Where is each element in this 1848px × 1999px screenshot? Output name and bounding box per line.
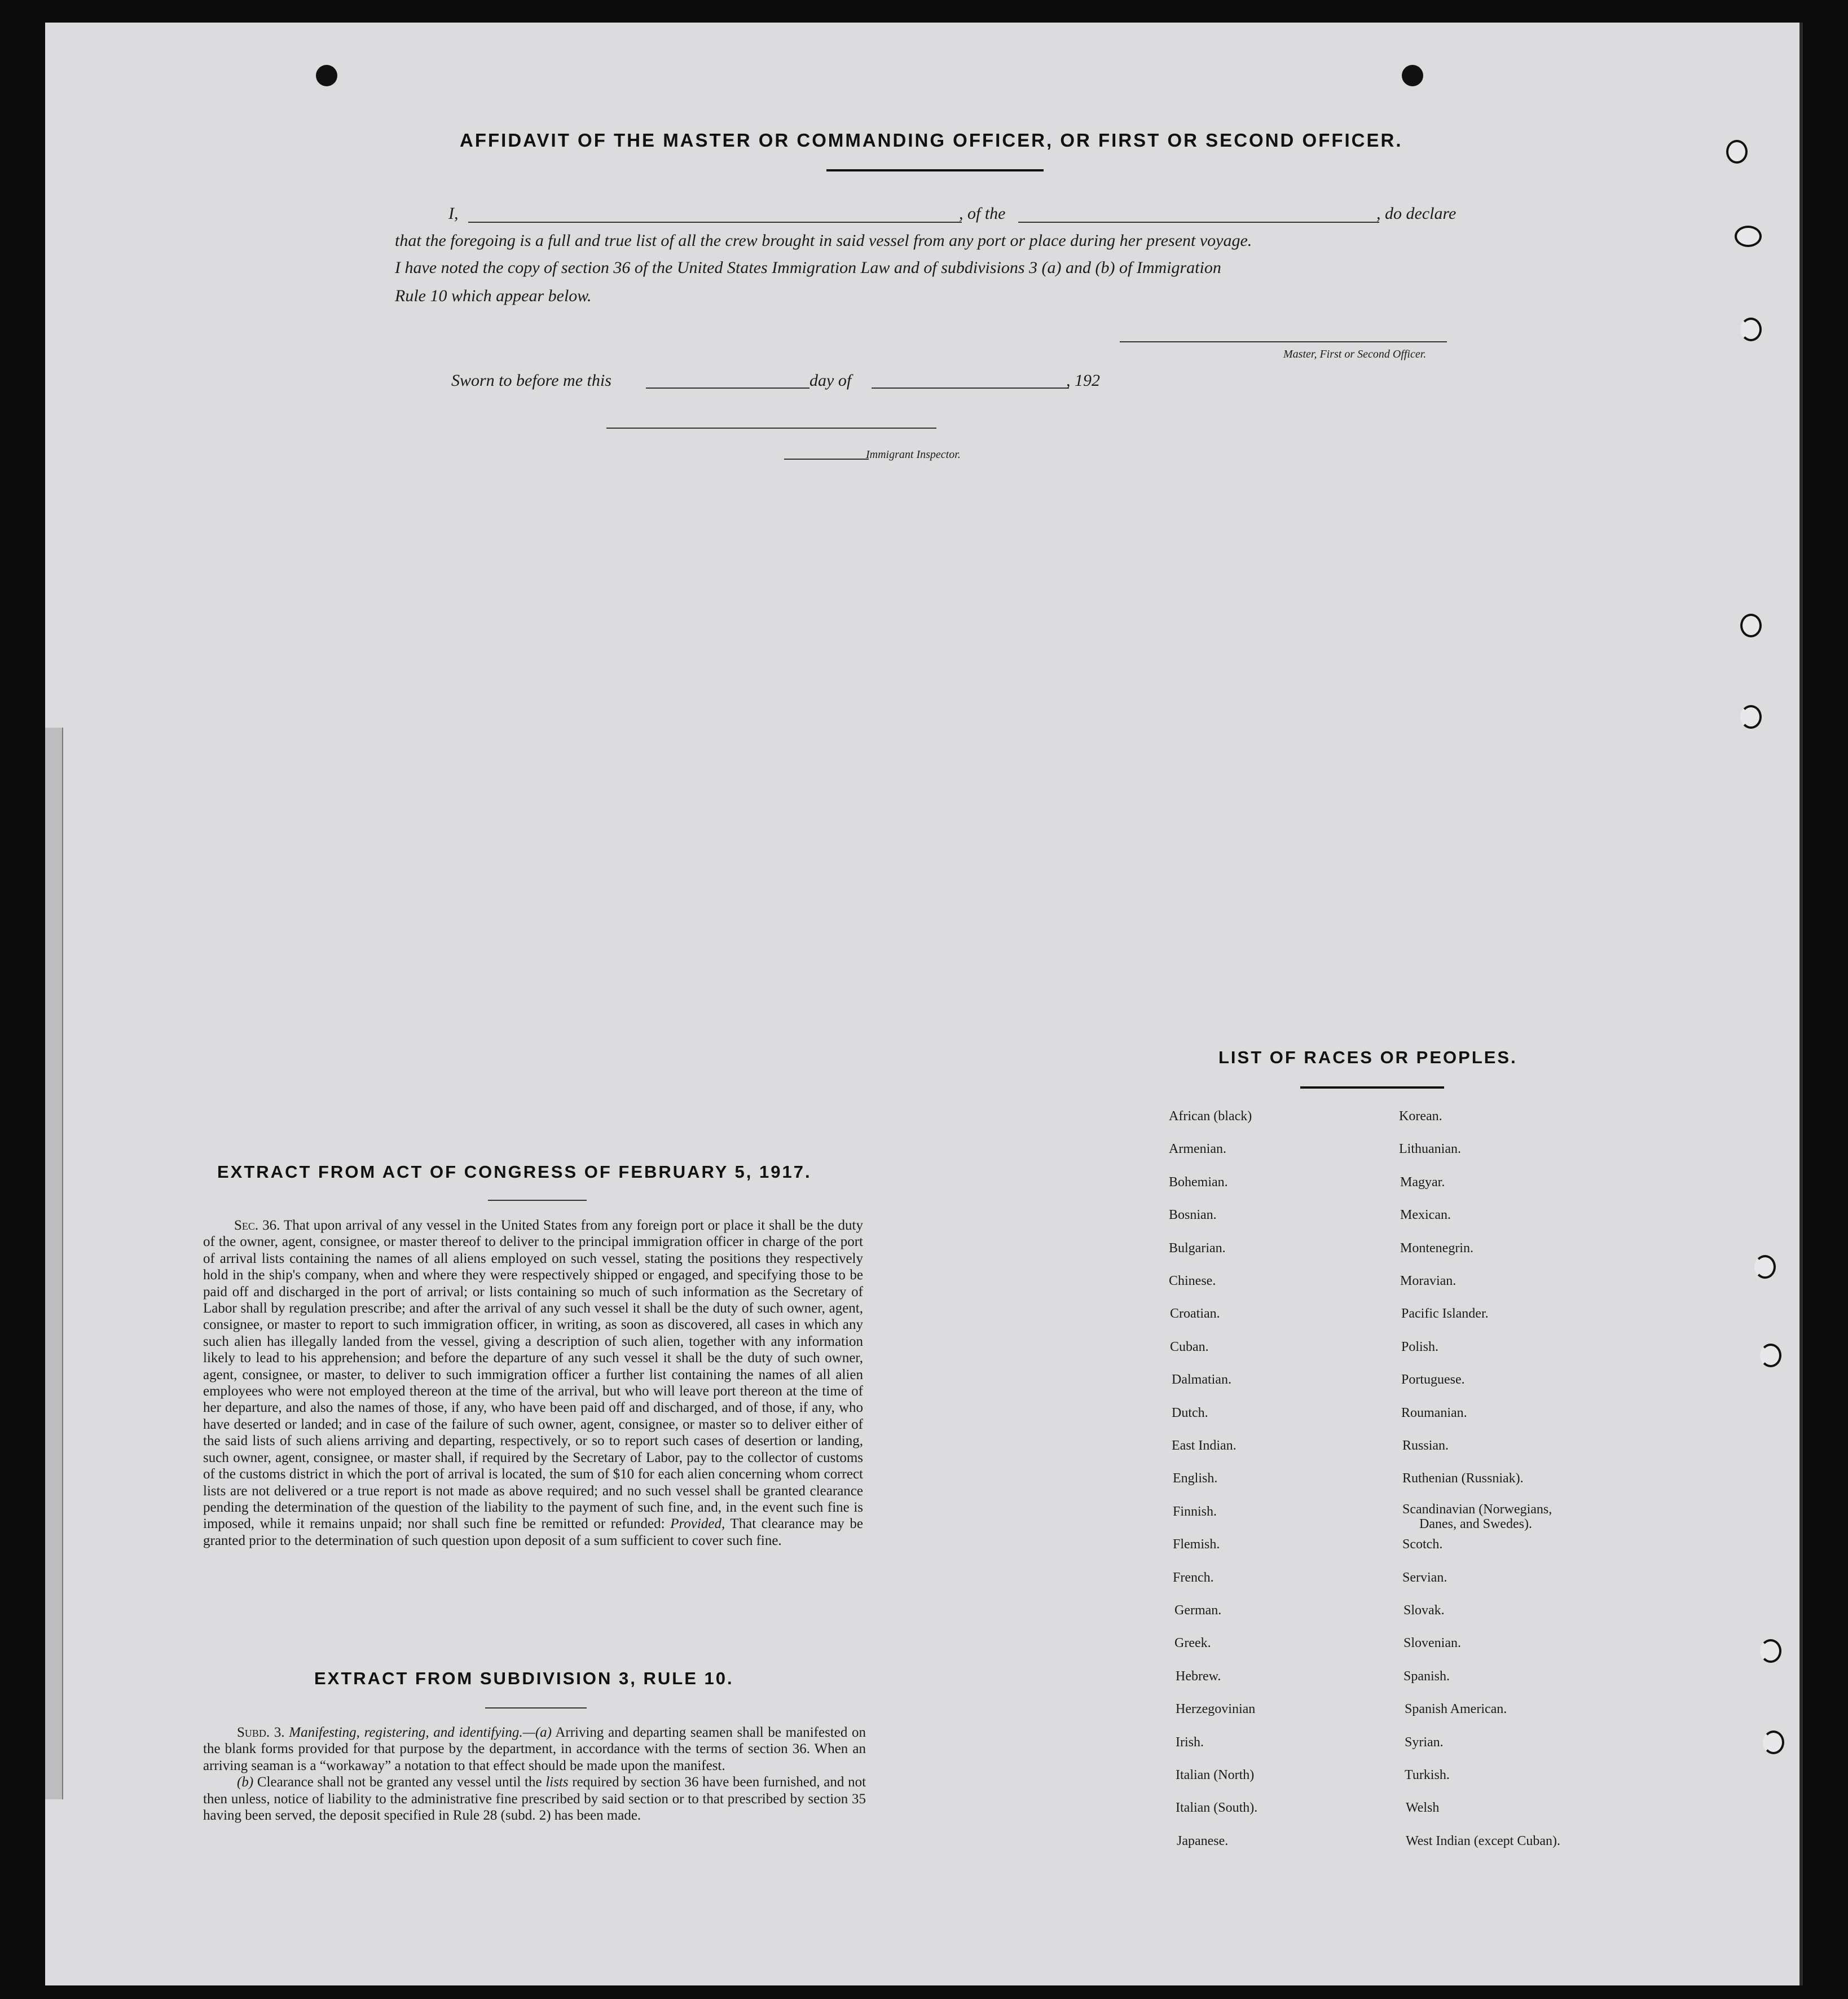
day-of-text: day of: [809, 371, 852, 390]
rule-extract-title: EXTRACT FROM SUBDIVISION 3, RULE 10.: [314, 1668, 734, 1688]
race-left-13: Flemish.: [1173, 1537, 1220, 1552]
act-title-rule: [488, 1200, 587, 1201]
race-right-10: Russian.: [1402, 1438, 1449, 1453]
subdivision-text: [203, 1724, 866, 1824]
race-left-19: Irish.: [1176, 1735, 1204, 1750]
sworn-text: Sworn to before me this: [451, 371, 611, 390]
race-right-12: Scandinavian (Norwegians, Danes, and Swedes).: [1402, 1502, 1552, 1531]
race-left-6: Croatian.: [1170, 1306, 1220, 1321]
race-right-21: Welsh: [1406, 1800, 1440, 1815]
punch-hole-left: [316, 65, 337, 86]
race-right-4: Montenegrin.: [1400, 1241, 1473, 1256]
section-36-text: [203, 1217, 863, 1549]
document-page: [45, 23, 1803, 1985]
subd-b-pre: Clearance shall not be granted any vessel until the: [257, 1775, 542, 1790]
race-left-12: Finnish.: [1173, 1504, 1217, 1519]
act-extract-title: EXTRACT FROM ACT OF CONGRESS OF FEBRUARY 5, 1917.: [217, 1162, 812, 1182]
race-left-9: Dutch.: [1172, 1406, 1208, 1420]
race-left-1: Armenian.: [1169, 1142, 1226, 1156]
race-left-0: African (black): [1169, 1109, 1252, 1124]
race-left-4: Bulgarian.: [1169, 1241, 1226, 1256]
race-left-5: Chinese.: [1169, 1274, 1216, 1288]
binder-ring: [1740, 318, 1762, 341]
declaration-i: I,: [448, 204, 459, 223]
binder-ring: [1726, 140, 1748, 164]
race-left-17: Hebrew.: [1176, 1669, 1221, 1684]
binder-ring: [1760, 1639, 1781, 1663]
race-left-16: Greek.: [1174, 1636, 1211, 1650]
inspector-label: Immigrant Inspector.: [866, 448, 961, 461]
inspector-line: [784, 459, 869, 460]
declaration-do-declare: , do declare: [1376, 204, 1457, 223]
binder-ring: [1740, 614, 1762, 637]
race-left-20: Italian (North): [1176, 1768, 1255, 1782]
race-right-17: Spanish.: [1403, 1669, 1450, 1684]
race-left-2: Bohemian.: [1169, 1175, 1228, 1190]
race-left-8: Dalmatian.: [1172, 1372, 1231, 1387]
race-left-15: German.: [1174, 1603, 1222, 1618]
rule-title-rule: [485, 1707, 587, 1709]
race-right-9: Roumanian.: [1401, 1406, 1467, 1420]
signature-line: [1120, 341, 1447, 342]
race-left-21: Italian (South).: [1176, 1800, 1258, 1815]
affidavit-title: AFFIDAVIT OF THE MASTER OR COMMANDING OFFICER, OR FIRST OR SECOND OFFICER.: [460, 130, 1403, 151]
races-title-rule: [1300, 1086, 1444, 1089]
title-underline: [826, 169, 1044, 171]
inspector-signature-line: [606, 428, 936, 429]
race-right-0: Korean.: [1399, 1109, 1442, 1124]
subd-a-text: Arriving and departing seamen shall be manifested on the blank forms provided for that purpose by the department, in accordance with the terms of section 36. When an arriving seaman is a “workaway” a notation to that effect should be made upon the manifest.: [203, 1725, 866, 1773]
provided-word: Provided,: [670, 1516, 725, 1532]
vessel-blank: [1018, 222, 1379, 223]
month-blank: [872, 388, 1069, 389]
race-right-7: Polish.: [1401, 1340, 1439, 1354]
race-right-18: Spanish American.: [1405, 1702, 1507, 1716]
section-body-1: That upon arrival of any vessel in the United States from any foreign port or place it shall be the duty of the owner, agent, consignee, or master thereof to deliver to the principal immigration officer in charge of the port of arrival lists containing the names of all aliens employed on such vessel, stating the positions they respectively hold in the ship's company, when and where they were respectively shipped or engaged, and specifying those to be paid off and discharged in the port of arrival; or lists containing so much of such information as the Secretary of Labor shall by regulation prescribe; and after the arrival of any such vessel it shall be the duty of such owner, agent, consignee, or master to report to such immigration officer, in writing, as soon as discovered, all cases in which any such alien has illegally landed from the vessel, giving a description of such alien, together with any information likely to lead to his apprehension; and before the departure of any such vessel it shall be the duty of such owner, agent, consignee, or master, to deliver to such immigration officer a further list containing the names of all alien employees who were not employed thereon at the time of the arrival, but who will leave port thereon at the time of her departure, and also the names of those, if any, who have been paid off and discharged, and of those, if any, who have deserted or landed; and in case of the failure of such owner, agent, consignee, or master so to deliver either of the said lists of such aliens arriving and departing, respectively, or so to report such cases of desertion or landing, such owner, agent, consignee, or master shall, if required by the Secretary of Labor, pay to the collector of customs of the customs district in which the port of arrival is located, the sum of $10 for each alien concerning whom correct lists are not delivered or a true report is not made as above required; and no such vessel shall be granted clearance pending the determination of the question of the liability to the payment of such fine, and, in the event such fine is imposed, while it remains unpaid; nor shall such fine be remitted or refunded:: [203, 1218, 863, 1532]
race-right-2: Magyar.: [1400, 1175, 1445, 1190]
punch-hole-right: [1402, 65, 1423, 86]
declaration-line-4: Rule 10 which appear below.: [395, 287, 592, 305]
declaration-line-3: I have noted the copy of section 36 of the United States Immigration Law and of subdivisions 3 (a) and (b) of Immigration: [395, 258, 1221, 277]
races-title: LIST OF RACES OR PEOPLES.: [1218, 1047, 1517, 1067]
race-right-14: Servian.: [1402, 1570, 1447, 1585]
subd-b-lists: lists: [545, 1775, 569, 1790]
declaration-of-the: , of the: [959, 204, 1006, 223]
race-left-7: Cuban.: [1170, 1340, 1209, 1354]
race-right-6: Pacific Islander.: [1401, 1306, 1489, 1321]
race-right-8: Portuguese.: [1401, 1372, 1465, 1387]
race-right-15: Slovak.: [1403, 1603, 1445, 1618]
race-right-3: Mexican.: [1400, 1208, 1451, 1222]
section-label: Sec. 36.: [234, 1218, 280, 1233]
binding-edge: [45, 728, 63, 1799]
race-right-11: Ruthenian (Russniak).: [1402, 1471, 1524, 1486]
subd-b-label: (b): [237, 1775, 254, 1790]
race-right-1: Lithuanian.: [1399, 1142, 1461, 1156]
binder-ring: [1760, 1344, 1781, 1367]
binder-ring: [1754, 1255, 1776, 1279]
race-right-20: Turkish.: [1405, 1768, 1450, 1782]
subd-label: Subd. 3.: [237, 1725, 285, 1740]
race-right-19: Syrian.: [1405, 1735, 1444, 1750]
race-right-13: Scotch.: [1402, 1537, 1443, 1552]
race-left-22: Japanese.: [1177, 1834, 1229, 1848]
race-left-18: Herzegovinian: [1176, 1702, 1256, 1716]
declaration-line-2: that the foregoing is a full and true list of all the crew brought in said vessel from any port or place during her present voyage.: [395, 231, 1252, 250]
race-left-3: Bosnian.: [1169, 1208, 1217, 1222]
binder-ring: [1763, 1731, 1784, 1754]
signature-label: Master, First or Second Officer.: [1283, 348, 1427, 360]
year-text: , 192: [1066, 371, 1100, 390]
race-right-16: Slovenian.: [1403, 1636, 1461, 1650]
subd-heading: Manifesting, registering, and identifying.—(a): [289, 1725, 552, 1740]
binder-ring: [1735, 226, 1762, 247]
race-right-5: Moravian.: [1400, 1274, 1457, 1288]
subd-b-post: required by section 36 have been furnished, and not then unless, notice of liability to the administrative fine prescribed by said section or to that prescribed by section 35 having been served, the deposit specified in Rule 28 (subd. 2) has been made.: [203, 1775, 866, 1824]
day-blank: [646, 388, 809, 389]
race-left-11: English.: [1173, 1471, 1218, 1486]
name-blank: [468, 222, 962, 223]
race-right-22: West Indian (except Cuban).: [1406, 1834, 1560, 1848]
section-body-2: That clearance may be granted prior to the determination of such question upon deposit of a sum sufficient to cover such fine.: [203, 1516, 864, 1548]
race-left-10: East Indian.: [1172, 1438, 1237, 1453]
race-left-14: French.: [1173, 1570, 1214, 1585]
binder-ring: [1740, 705, 1762, 729]
